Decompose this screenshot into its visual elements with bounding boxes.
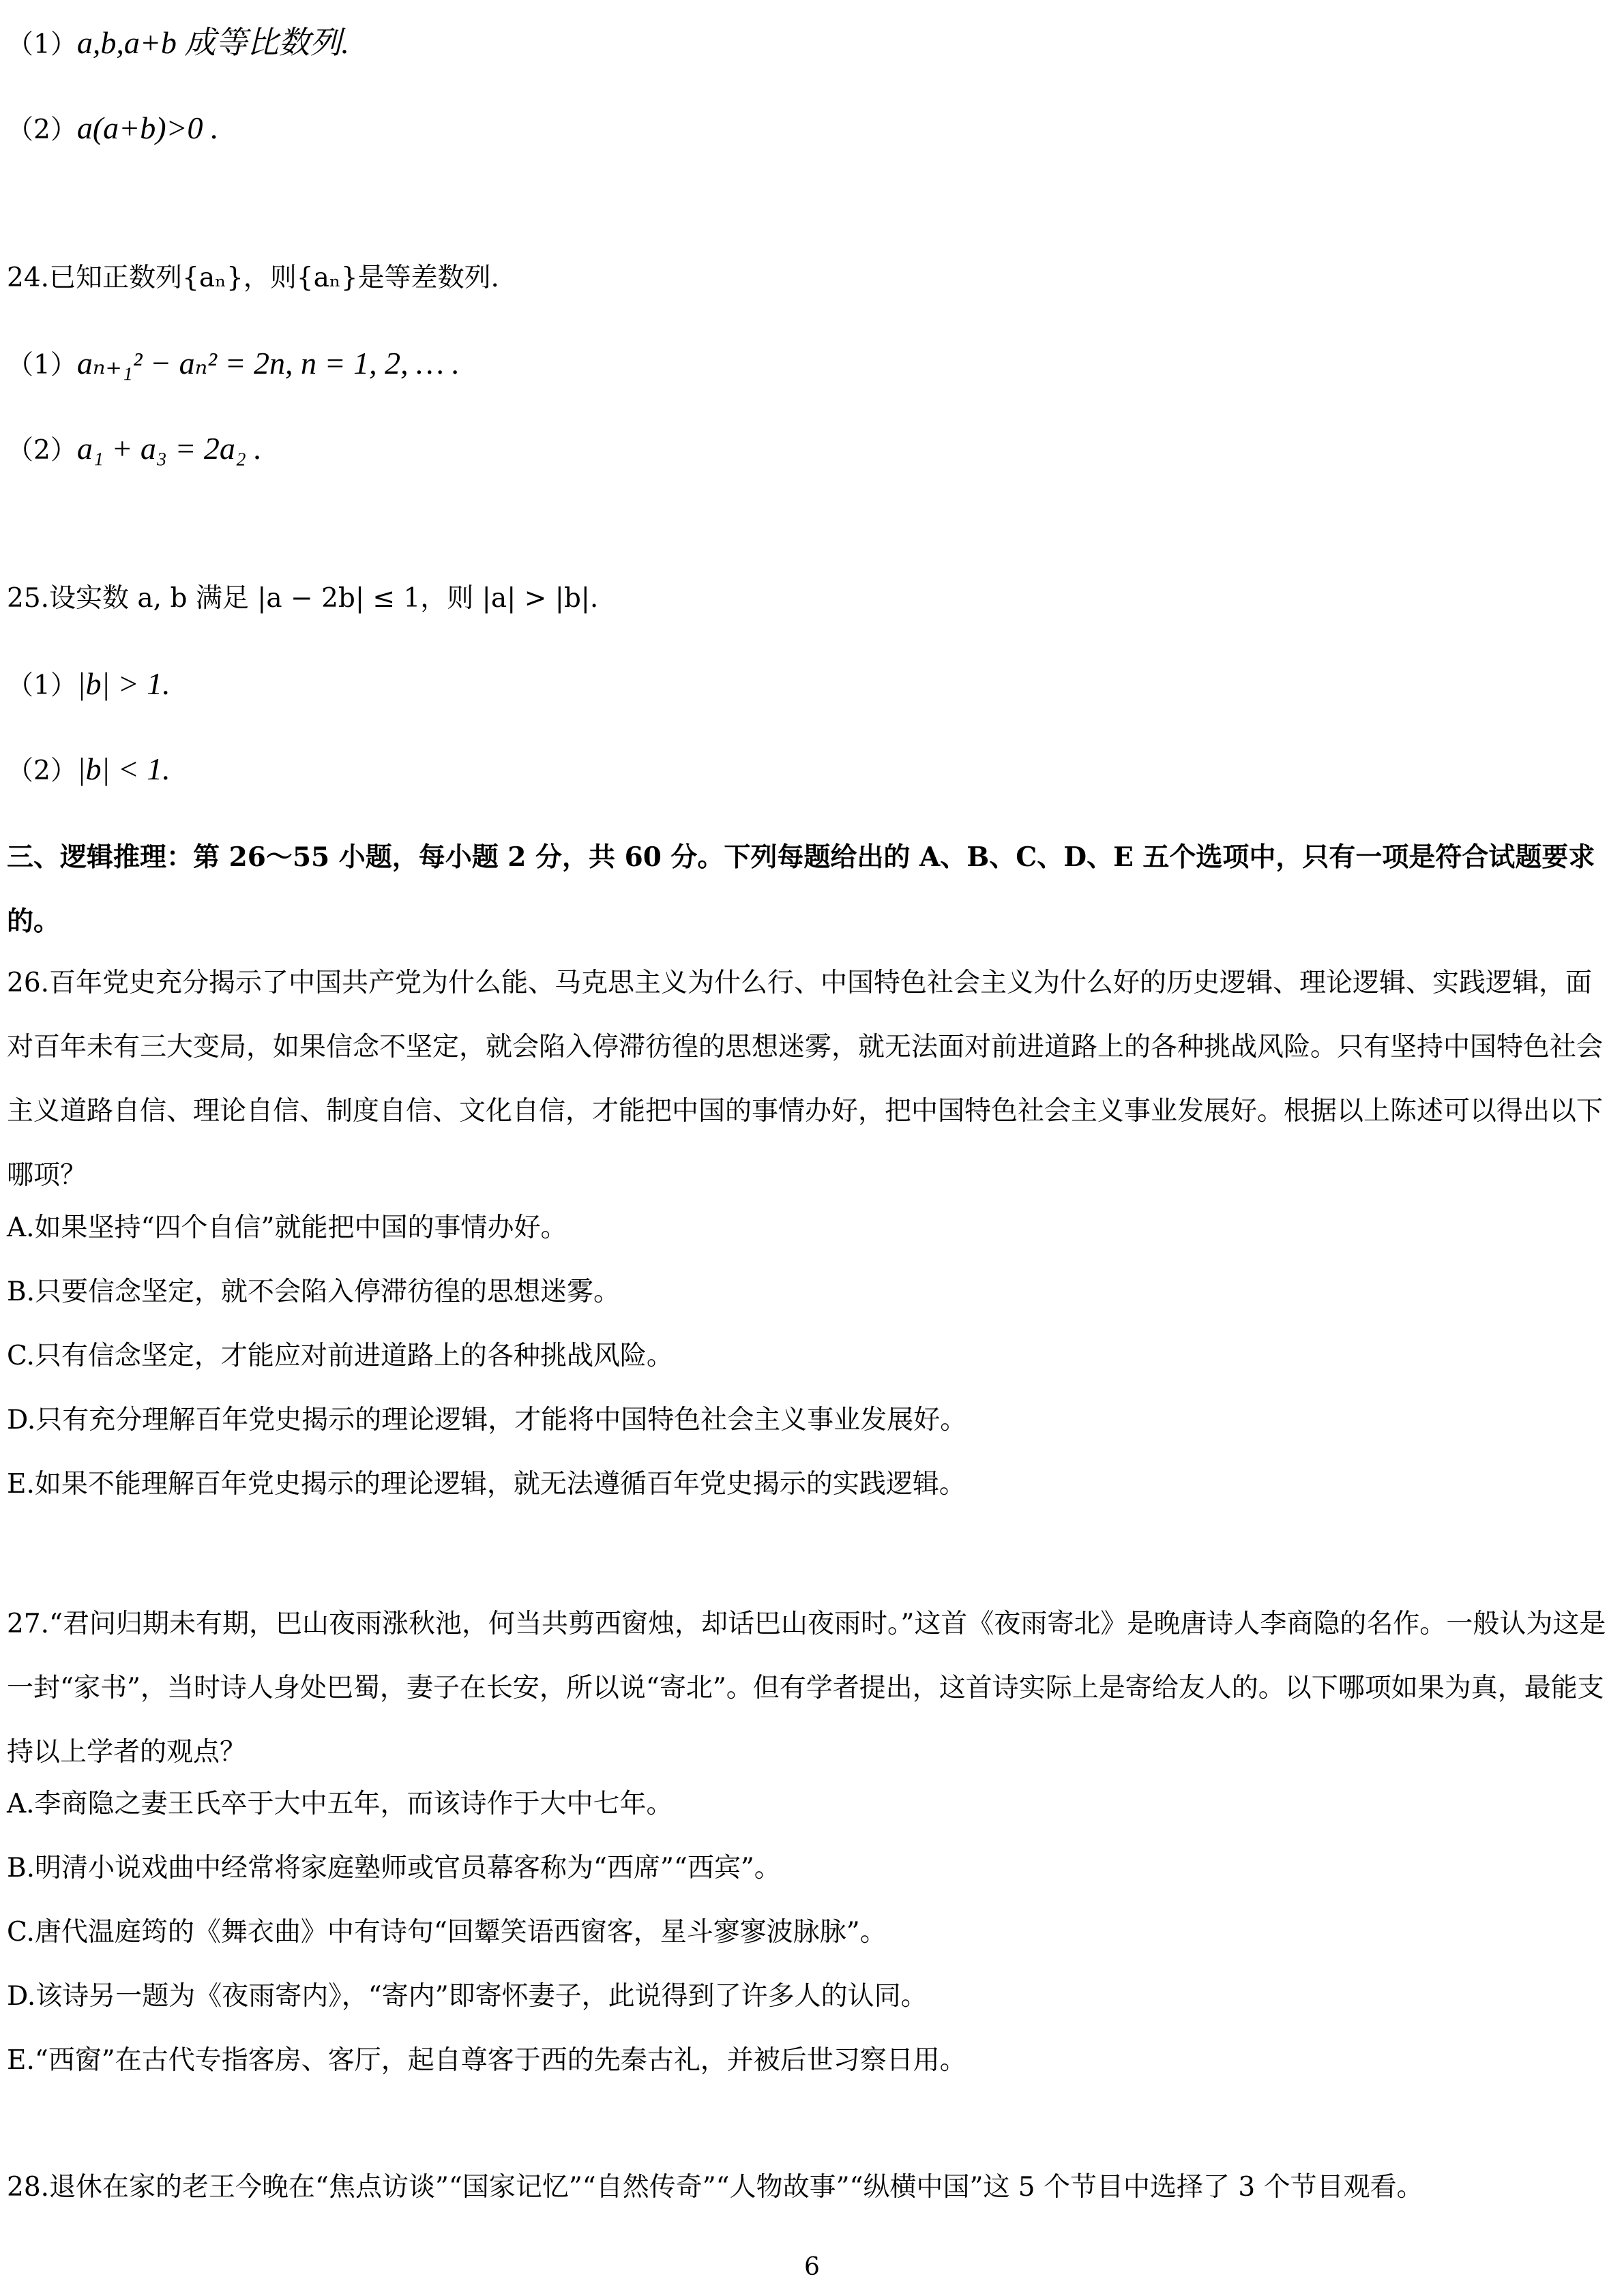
q24-condition-2	[7, 430, 1616, 470]
condition-text: aₙ₊₁² − aₙ² = 2n, n = 1, 2, … .	[76, 346, 460, 381]
section-3-heading: 三、逻辑推理：第 26～55 小题，每小题 2 分，共 60 分。下列每题给出的 A、B、C、D、E 五个选项中，只有一项是符合试题要求的。	[7, 841, 1595, 937]
condition-number: （2）	[7, 435, 77, 466]
q25-condition-2	[7, 750, 1616, 790]
condition-text: |b| > 1.	[76, 666, 171, 701]
condition-text: a₁ + a₃ = 2a₂ .	[76, 431, 262, 466]
condition-text: a(a+b)>0 .	[76, 110, 219, 145]
q23-condition-2	[7, 109, 1616, 149]
q24-condition-1	[7, 344, 1616, 385]
q27-option-a: A.李商隐之妻王氏卒于大中五年，而该诗作于大中七年。	[7, 1789, 673, 1819]
q26-option-a: A.如果坚持“四个自信”就能把中国的事情办好。	[7, 1212, 567, 1243]
condition-number: （2）	[7, 115, 77, 145]
q27-option-b: B.明清小说戏曲中经常将家庭塾师或官员幕客称为“西席”“西宾”。	[7, 1853, 781, 1883]
q27-option-d: D.该诗另一题为《夜雨寄内》，“寄内”即寄怀妻子，此说得到了许多人的认同。	[7, 1981, 928, 2012]
q26-option-e: E.如果不能理解百年党史揭示的理论逻辑，就无法遵循百年党史揭示的实践逻辑。	[7, 1469, 966, 1500]
q23-condition-1	[7, 24, 1616, 64]
condition-text: |b| < 1.	[76, 751, 171, 786]
q26-option-d: D.只有充分理解百年党史揭示的理论逻辑，才能将中国特色社会主义事业发展好。	[7, 1405, 967, 1435]
q24-stem: 24.已知正数列{aₙ}，则{aₙ}是等差数列.	[7, 263, 499, 293]
condition-number: （1）	[7, 29, 77, 60]
q27-stem: 27.“君问归期未有期，巴山夜雨涨秋池，何当共剪西窗烛，却话巴山夜雨时。”这首《夜雨寄北》是晚唐诗人李商隐的名作。一般认为这是一封“家书”，当时诗人身处巴蜀，妻子在长安，所以说“寄北”。但有学者提出，这首诗实际上是寄给友人的。以下哪项如果为真，最能支持以上学者的观点？	[7, 1609, 1606, 1768]
q26-option-c: C.只有信念坚定，才能应对前进道路上的各种挑战风险。	[7, 1341, 673, 1371]
q25-condition-1	[7, 665, 1616, 705]
condition-text: a,b,a+b 成等比数列.	[76, 25, 349, 60]
q28-stem: 28.退休在家的老王今晚在“焦点访谈”“国家记忆”“自然传奇”“人物故事”“纵横中国”这 5 个节目中选择了 3 个节目观看。	[7, 2172, 1423, 2203]
condition-number: （1）	[7, 350, 77, 381]
condition-number: （1）	[7, 670, 77, 701]
q25-stem: 25.设实数 a, b 满足 |a − 2b| ≤ 1，则 |a| > |b|.	[7, 583, 599, 614]
page-number: 6	[804, 2253, 820, 2281]
q27-option-c: C.唐代温庭筠的《舞衣曲》中有诗句“回颦笑语西窗客，星斗寥寥波脉脉”。	[7, 1917, 887, 1948]
q26-option-b: B.只要信念坚定，就不会陷入停滞彷徨的思想迷雾。	[7, 1277, 621, 1307]
q26-stem: 26.百年党史充分揭示了中国共产党为什么能、马克思主义为什么行、中国特色社会主义为什么好的历史逻辑、理论逻辑、实践逻辑，面对百年未有三大变局，如果信念不坚定，就会陷入停滞彷徨的思想迷雾，就无法面对前进道路上的各种挑战风险。只有坚持中国特色社会主义道路自信、理论自信、制度自信、文化自信，才能把中国的事情办好，把中国特色社会主义事业发展好。根据以上陈述可以得出以下哪项？	[7, 968, 1604, 1191]
q27-option-e: E.“西窗”在古代专指客房、客厅，起自尊客于西的先秦古礼，并被后世习察日用。	[7, 2045, 966, 2076]
condition-number: （2）	[7, 756, 77, 786]
